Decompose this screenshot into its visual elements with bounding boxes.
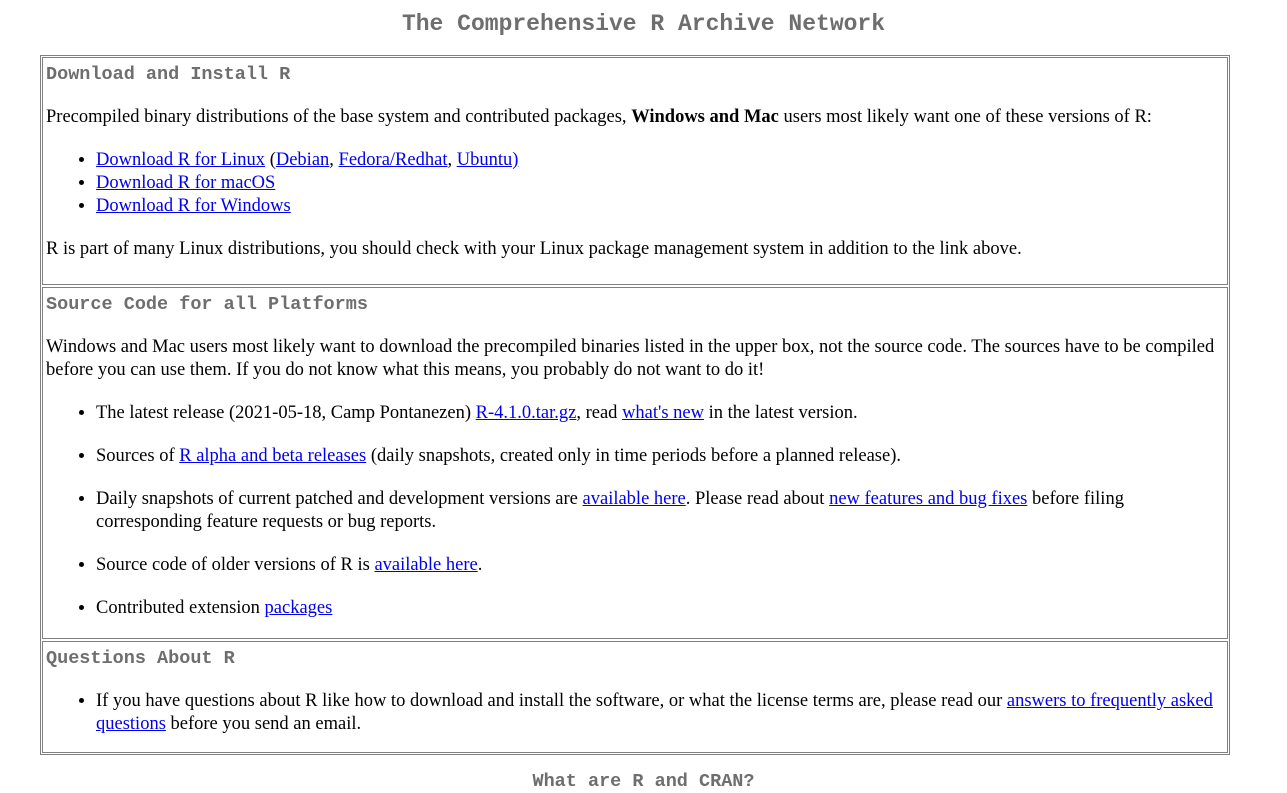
main-table — [40, 55, 1230, 755]
page-title: The Comprehensive R Archive Network — [401, 11, 886, 37]
download-intro: Precompiled binary distributions of the base system and contributed packages, Windows and Mac users most likely want one of these versions of R: — [46, 107, 1152, 127]
windows-mac-bold: Windows and Mac — [631, 107, 779, 127]
older-versions-link[interactable]: available here — [374, 555, 478, 575]
faq-link[interactable]: answers to frequently asked questions — [96, 691, 1213, 734]
whats-new-link[interactable]: what's new — [622, 403, 705, 423]
download-install-box — [42, 57, 1228, 285]
questions-box — [42, 641, 1228, 753]
list-item: • Sources of R alpha and beta releases (daily snapshots, created only in time periods before a planned release). — [96, 445, 1224, 468]
alpha-beta-releases-link[interactable]: R alpha and beta releases — [179, 446, 367, 466]
source-heading: Source Code for all Platforms — [46, 294, 368, 315]
fedora-redhat-link[interactable]: Fedora/Redhat — [338, 150, 448, 170]
list-item: • Download R for Linux (Debian, Fedora/Redhat, Ubuntu) — [96, 149, 1224, 172]
new-features-bug-fixes-link[interactable]: new features and bug fixes — [829, 489, 1028, 509]
linux-distribution-note: R is part of many Linux distributions, you should check with your Linux package management system in addition to the link above. — [46, 239, 1022, 259]
list-item — [96, 172, 1224, 195]
questions-list — [46, 690, 1224, 736]
list-item: • The latest release (2021-05-18, Camp Pontanezen) R-4.1.0.tar.gz, read what's new in the latest version. — [96, 402, 1224, 425]
debian-link[interactable]: Debian — [275, 150, 330, 170]
source-list — [46, 402, 1224, 620]
list-item: • If you have questions about R like how to download and install the software, or what the license terms are, please read our answers to frequently asked questions before you send an email. — [96, 690, 1224, 736]
latest-release-tarball-link[interactable]: R-4.1.0.tar.gz — [475, 403, 577, 423]
list-item: • Source code of older versions of R is available here. — [96, 554, 1224, 577]
daily-snapshots-link[interactable]: available here — [582, 489, 686, 509]
download-list — [46, 149, 1224, 218]
list-item — [96, 195, 1224, 218]
download-windows-link[interactable]: Download R for Windows — [96, 196, 291, 216]
list-item: • Contributed extension packages — [96, 597, 1224, 620]
list-item: • Daily snapshots of current patched and development versions are available here. Please read about new features and bug fixes before filing corresponding feature requests or bug reports. — [96, 488, 1224, 534]
what-are-r-and-cran-heading: What are R and CRAN? — [532, 771, 755, 792]
ubuntu-link[interactable]: Ubuntu) — [456, 150, 519, 170]
download-macos-link[interactable]: Download R for macOS — [96, 173, 276, 193]
packages-link[interactable]: packages — [264, 598, 333, 618]
source-intro: Windows and Mac users most likely want to download the precompiled binaries listed in the upper box, not the source code. The sources have to be compiled before you can use them. If you do not know what this means, you probably do not want to do it! — [46, 337, 1215, 380]
source-code-box — [42, 287, 1228, 639]
questions-heading: Questions About R — [46, 648, 235, 669]
download-linux-link[interactable]: Download R for Linux — [96, 150, 266, 170]
download-heading: Download and Install R — [46, 64, 291, 85]
